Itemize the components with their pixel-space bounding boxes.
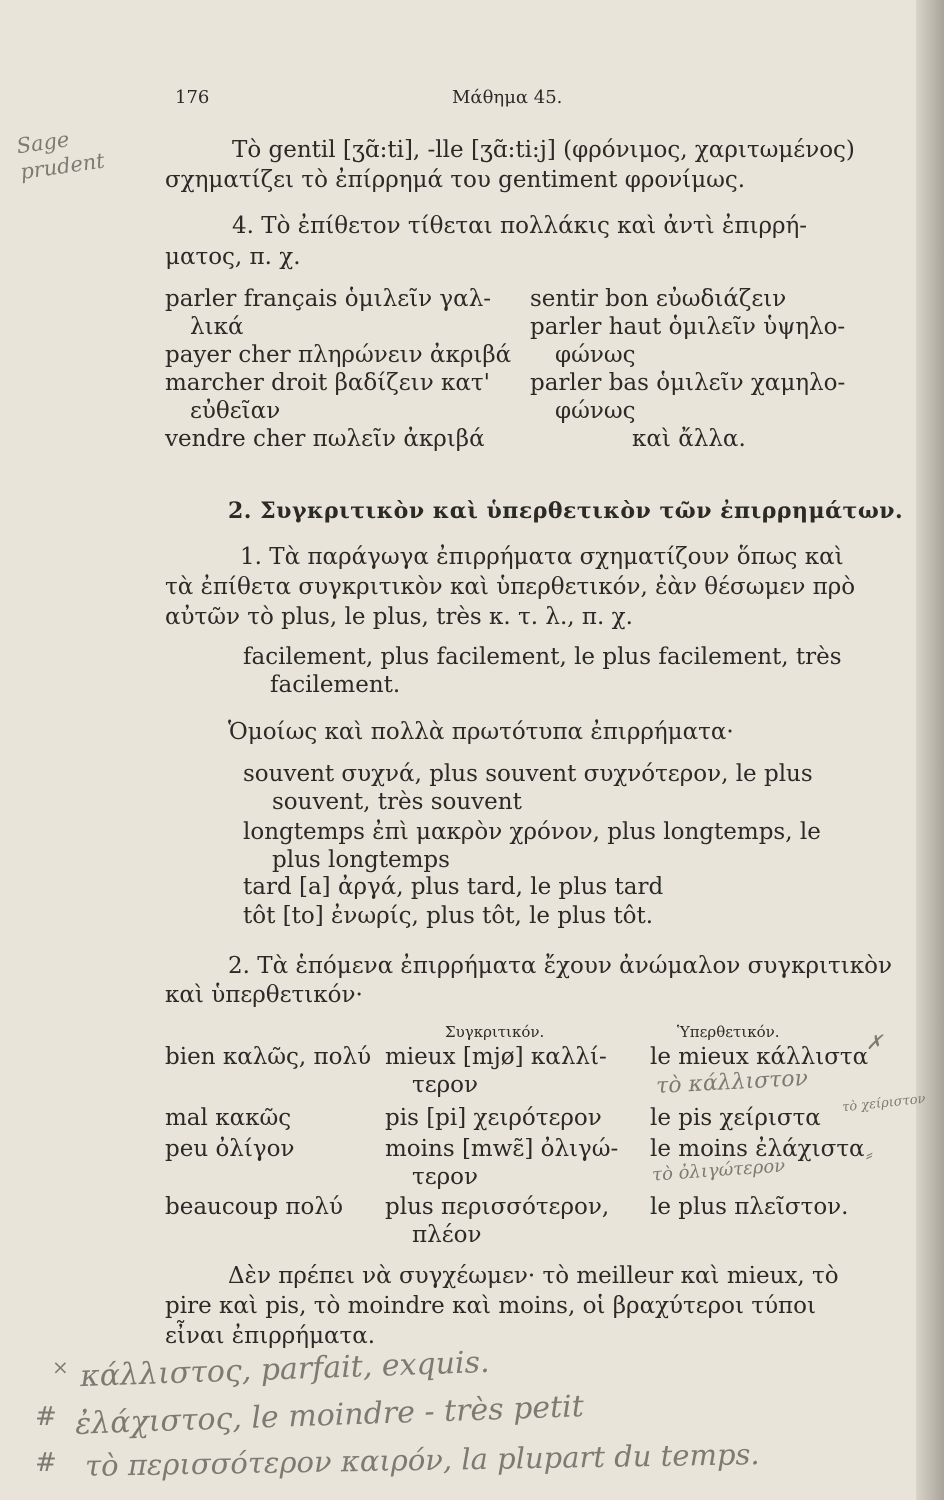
table-cell-positive: bien καλῶς, πολύ <box>165 1044 372 1070</box>
facilement-example: facilement. <box>270 672 401 698</box>
hash-mark-icon: ⸗ <box>866 1142 873 1166</box>
table-cell-positive: beaucoup πολύ <box>165 1194 343 1220</box>
column-header-comparative: Συγκριτικόν. <box>445 1023 545 1041</box>
table-cell-superlative: le moins ἐλάχιστα <box>650 1136 865 1162</box>
column-header-superlative: Ὑπερθετικόν. <box>677 1023 780 1041</box>
table-cell-superlative: le mieux κάλλιστα <box>650 1044 869 1070</box>
prototypa-example: tard [a] ἀργά, plus tard, le plus tard <box>243 874 664 900</box>
paragraph-2-line: καὶ ὑπερθετικόν· <box>165 982 363 1008</box>
handwritten-footnote: τὸ περισσότερον καιρόν, la plupart du temps. <box>84 1437 760 1483</box>
section-heading: 2. Συγκριτικὸν καὶ ὑπερθετικὸν τῶν ἐπιρρημάτων. <box>228 498 904 524</box>
example-left: λικά <box>190 314 244 340</box>
page-gutter <box>916 0 944 1500</box>
example-left: εὐθεῖαν <box>190 398 281 424</box>
rule-4-line-2: ματος, π. χ. <box>165 244 301 270</box>
example-right: parler haut ὁμιλεῖν ὑψηλο- <box>530 314 846 340</box>
hash-mark-icon: # <box>35 1448 57 1478</box>
handwritten-annotation: τὸ χείριστον <box>841 1091 927 1116</box>
handwritten-annotation: τὸ κάλλιστον <box>655 1066 809 1099</box>
gentil-line-1: Τὸ gentil [ʒɑ̃:ti], -lle [ʒɑ̃:ti:j] (φρόνιμος, χαριτωμένος) <box>232 137 855 163</box>
gentil-line-2: σχηματίζει τὸ ἐπίρρημά του gentiment φρονίμως. <box>165 167 746 193</box>
handwritten-footnote: ἐλάχιστος, le moindre - très petit <box>74 1389 585 1442</box>
example-right: φώνως <box>555 398 636 424</box>
prototypa-example: souvent, très souvent <box>272 789 522 815</box>
example-right: φώνως <box>555 342 636 368</box>
example-left: marcher droit βαδίζειν κατ' <box>165 370 490 396</box>
table-cell-comparative-cont: τερον <box>412 1164 478 1190</box>
page-number: 176 <box>175 87 210 108</box>
facilement-example: facilement, plus facilement, le plus facilement, très <box>243 644 842 670</box>
table-cell-superlative: le plus πλεῖστον. <box>650 1194 849 1220</box>
table-cell-positive: peu ὀλίγον <box>165 1136 295 1162</box>
table-cell-comparative-cont: τερον <box>412 1072 478 1098</box>
closing-line: pire καὶ pis, τὸ moindre καὶ moins, οἱ βραχύτεροι τύποι <box>165 1293 817 1319</box>
paragraph-2-line: 2. Τὰ ἑπόμενα ἐπιρρήματα ἔχουν ἀνώμαλον συγκριτικὸν <box>228 953 892 979</box>
table-cell-comparative-cont: πλέον <box>412 1222 482 1248</box>
table-cell-positive: mal κακῶς <box>165 1105 292 1131</box>
prototypa-example: souvent συχνά, plus souvent συχνότερον, le plus <box>243 761 813 787</box>
margin-handwritten-note: Sage prudent <box>15 127 107 185</box>
closing-line: Δὲν πρέπει νὰ συγχέωμεν· τὸ meilleur καὶ mieux, τὸ <box>228 1263 839 1289</box>
table-cell-comparative: pis [pi] χειρότερον <box>385 1105 602 1131</box>
x-mark-icon: × <box>52 1355 69 1379</box>
example-left: vendre cher πωλεῖν ἀκριβά <box>165 426 485 452</box>
table-cell-comparative: mieux [mjø] καλλί- <box>385 1044 607 1070</box>
paragraph-1-line: αὐτῶν τὸ plus, le plus, très κ. τ. λ., π. χ. <box>165 604 633 630</box>
paragraph-1-line: 1. Τὰ παράγωγα ἐπιρρήματα σχηματίζουν ὅπως καὶ <box>240 544 844 570</box>
example-right: καὶ ἄλλα. <box>632 426 746 452</box>
table-cell-comparative: plus περισσότερον, <box>385 1194 610 1220</box>
running-title: Μάθημα 45. <box>452 87 563 108</box>
closing-line: εἶναι ἐπιρρήματα. <box>165 1323 376 1349</box>
table-cell-comparative: moins [mwɛ̃] ὀλιγώ- <box>385 1136 619 1162</box>
paragraph-1-line: τὰ ἐπίθετα συγκριτικὸν καὶ ὑπερθετικόν, ἐὰν θέσωμεν πρὸ <box>165 574 856 600</box>
prototypa-example: longtemps ἐπὶ μακρὸν χρόνον, plus longtemps, le <box>243 819 821 845</box>
example-right: sentir bon εὐωδιάζειν <box>530 286 787 312</box>
example-left: payer cher πληρώνειν ἀκριβά <box>165 342 512 368</box>
example-left: parler français ὁμιλεῖν γαλ- <box>165 286 492 312</box>
prototypa-intro: Ὁμοίως καὶ πολλὰ πρωτότυπα ἐπιρρήματα· <box>228 719 734 745</box>
prototypa-example: plus longtemps <box>272 847 450 873</box>
example-right: parler bas ὁμιλεῖν χαμηλο- <box>530 370 846 396</box>
x-mark-icon: ✗ <box>866 1030 883 1054</box>
rule-4-line-1: 4. Τὸ ἐπίθετον τίθεται πολλάκις καὶ ἀντὶ ἐπιρρή- <box>232 213 808 239</box>
handwritten-annotation: τὸ ὀλιγώτερον <box>651 1155 786 1186</box>
prototypa-example: tôt [to] ἐνωρίς, plus tôt, le plus tôt. <box>243 903 654 929</box>
table-cell-superlative: le pis χείριστα <box>650 1105 821 1131</box>
handwritten-footnote: κάλλιστος, parfait, exquis. <box>79 1344 491 1395</box>
hash-mark-icon: # <box>35 1402 57 1432</box>
